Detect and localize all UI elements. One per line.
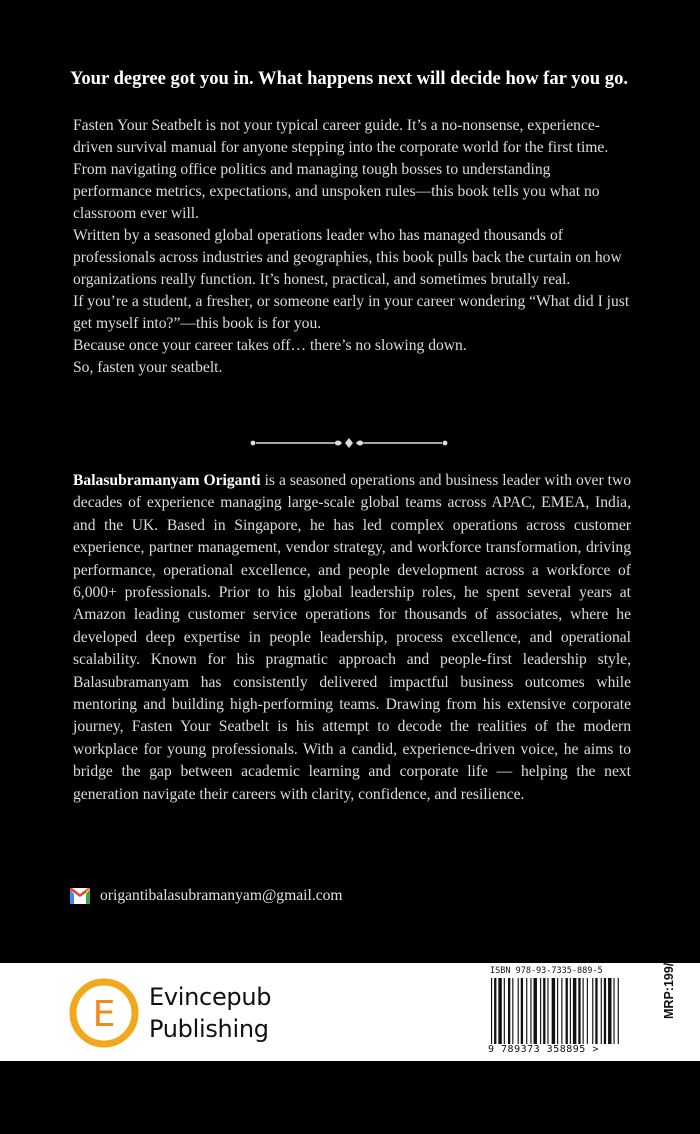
barcode-bar: [540, 978, 541, 1044]
author-bio-text: is a seasoned operations and business leader with over two decades of experience managing large-scale global teams across APAC, EMEA, India, and the UK. Based in Singapore, he has led complex operations across customer experience, partner management, vendor strategy, and workforce transformation, driving performance, operational excellence, and people development across a workforce of 6,000+ professionals. Prior to his global leadership roles, he spent several years at Amazon leading customer service operations for thousands of associates, where he developed deep expertise in people leadership, process excellence, and operational scalability. Known for his pragmatic approach and people-first leadership style, Balasubramanyam has consistently delivered impactful business outcomes while mentoring and building high-performing teams. Drawing from his extensive corporate journey, Fasten Your Seatbelt is his attempt to decode the realities of the modern workplace for young professionals. With a candid, experience-driven voice, he aims to bridge the gap between academic learning and corporate life — helping the next generation navigate their careers with clarity, confidence, and resilience.: [73, 472, 632, 803]
barcode-bar: [601, 978, 602, 1044]
barcode-bar: [604, 978, 606, 1044]
barcode-area: [470, 958, 700, 1061]
barcode-bar: [613, 978, 614, 1044]
barcode-bar: [578, 978, 580, 1044]
publisher-panel: [0, 958, 700, 1061]
barcode-bar: [534, 978, 537, 1044]
author-name: Balasubramanyam Origanti: [73, 472, 261, 489]
isbn-label: ISBN 978-93-7335-889-5: [490, 966, 603, 976]
barcode-bar: [587, 978, 588, 1044]
barcode-bar: [543, 978, 545, 1044]
barcode-bar: [512, 978, 513, 1044]
logo-letter: E: [92, 994, 116, 1035]
blurb-paragraph: If you’re a student, a fresher, or someone early in your career wondering “What did I just get myself into?”—this book is for you.: [73, 293, 630, 332]
publisher-name: Evincepub: [149, 983, 272, 1011]
barcode-bar: [561, 978, 562, 1044]
barcode: [490, 978, 653, 1044]
barcode-bar: [547, 978, 548, 1044]
barcode-bar: [608, 978, 611, 1044]
evincepub-logo-icon: [68, 977, 140, 1049]
barcode-bar: [504, 978, 505, 1044]
barcode-bar: [583, 978, 584, 1044]
barcode-bar: [508, 978, 510, 1044]
barcode-bar: [518, 978, 519, 1044]
publisher-name-line2: Publishing: [149, 1015, 269, 1043]
ornamental-divider: [250, 434, 448, 452]
barcode-bar: [552, 978, 555, 1044]
barcode-bar: [498, 978, 501, 1044]
barcode-bar: [530, 978, 531, 1044]
barcode-bar: [557, 978, 558, 1044]
barcode-bar: [521, 978, 523, 1044]
blurb: [73, 115, 631, 379]
barcode-bar: [570, 978, 571, 1044]
blurb-paragraph: Because once your career takes off… there’s no slowing down.: [73, 337, 467, 354]
blurb-paragraph: So, fasten your seatbelt.: [73, 359, 223, 376]
barcode-bar: [573, 978, 576, 1044]
barcode-bar: [494, 978, 496, 1044]
blurb-paragraph: Fasten Your Seatbelt is not your typical career guide. It’s a no-nonsense, experience-driven survival manual for anyone stepping into the corporate world for the first time. From navigating office politics and managing tough bosses to understanding performance metrics, expectations, and unspoken rules—this book tells you what no classroom ever will.: [73, 117, 609, 222]
barcode-bar: [566, 978, 568, 1044]
barcode-bar: [618, 978, 619, 1044]
barcode-bar: [491, 978, 492, 1044]
headline: Your degree got you in. What happens next will decide how far you go.: [70, 68, 629, 89]
barcode-bar: [526, 978, 527, 1044]
barcode-bar: [592, 978, 593, 1044]
price-label: MRP:199/-: [662, 958, 676, 1019]
author-bio: [73, 470, 631, 806]
email-address[interactable]: origantibalasubramanyam@gmail.com: [100, 887, 343, 904]
barcode-bar: [595, 978, 597, 1044]
contact-row: [70, 884, 343, 908]
barcode-digits: 9 789373 358895 >: [488, 1044, 599, 1055]
gmail-icon: [70, 888, 90, 904]
blurb-paragraph: Written by a seasoned global operations leader who has managed thousands of professionals across industries and geographies, this book pulls back the curtain on how organizations really function. It’s honest, practical, and sometimes brutally real.: [73, 227, 622, 288]
